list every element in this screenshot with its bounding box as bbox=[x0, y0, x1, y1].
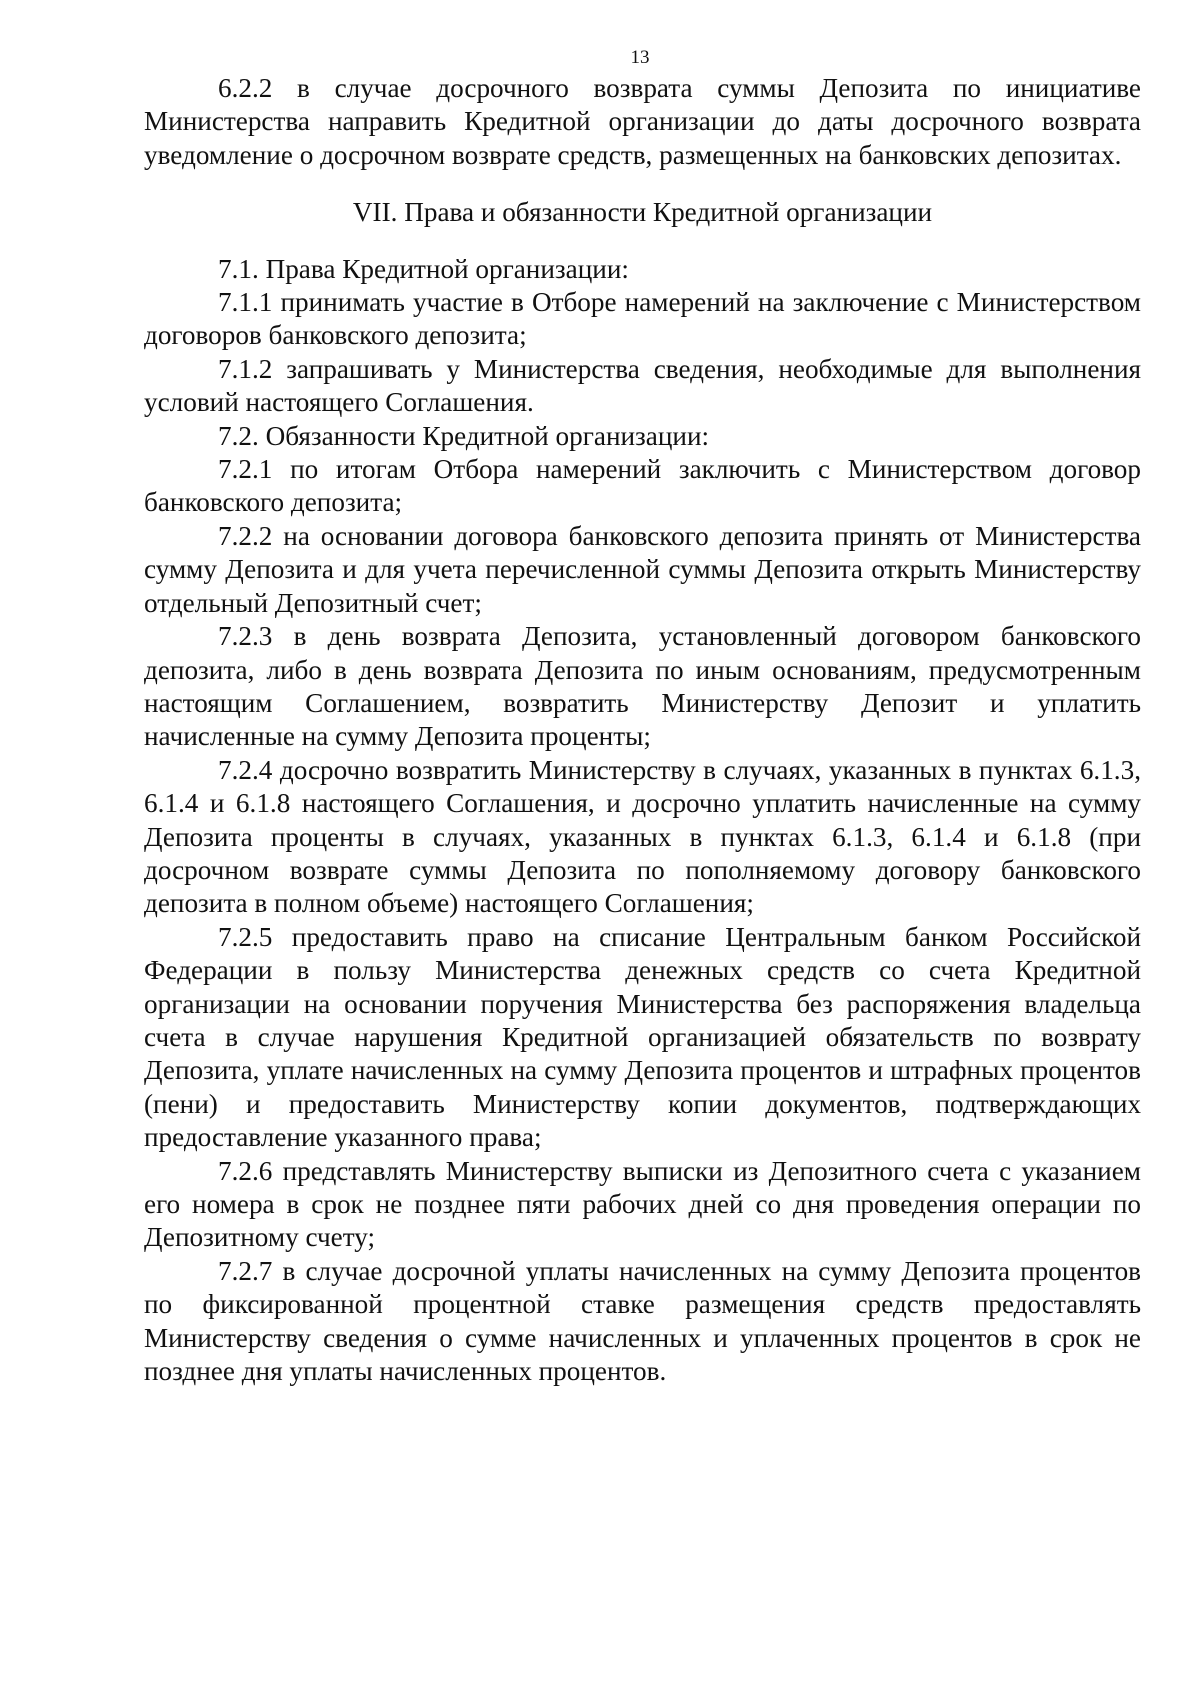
paragraph-6-2-2: 6.2.2 в случае досрочного возврата суммы Депозита по инициативе Министерства направить Кредитной организации до даты досрочного возврата уведомление о досрочном возврате средств, размещенных на банковских депозитах. bbox=[144, 73, 1141, 170]
paragraph-7-1-2: 7.1.2 запрашивать у Министерства сведения, необходимые для выполнения условий настоящего Соглашения. bbox=[144, 353, 1141, 418]
paragraph-7-2-2: 7.2.2 на основании договора банковского депозита принять от Министерства сумму Депозита и для учета перечисленной суммы Депозита открыть Министерству отдельный Депозитный счет; bbox=[144, 520, 1141, 618]
paragraph-7-1-1: 7.1.1 принимать участие в Отборе намерений на заключение с Министерством договоров банковского депозита; bbox=[144, 287, 1141, 351]
paragraph-7-2-5: 7.2.5 предоставить право на списание Центральным банком Российской Федерации в пользу Министерства денежных средств со счета Кредитной организации на основании поручения Министерства без распоряжения владельца счета в случае нарушения Кредитной организацией обязательств по возврату Депозита, уплате начисленных на сумму Депозита процентов и штрафных процентов (пени) и предоставить Министерству копии документов, подтверждающих предоставление указанного права; bbox=[144, 921, 1141, 1153]
paragraph-7-2-6: 7.2.6 представлять Министерству выписки из Депозитного счета с указанием его номера в срок не позднее пяти рабочих дней со дня проведения операции по Депозитному счету; bbox=[144, 1155, 1141, 1253]
paragraph-7-2-7: 7.2.7 в случае досрочной уплаты начисленных на сумму Депозита процентов по фиксированной процентной ставке размещения средств предоставлять Министерству сведения о сумме начисленных и уплаченных процентов в срок не позднее дня уплаты начисленных процентов. bbox=[144, 1255, 1141, 1387]
paragraph-7-1: 7.1. Права Кредитной организации: bbox=[218, 253, 629, 284]
paragraph-7-2-4: 7.2.4 досрочно возвратить Министерству в случаях, указанных в пунктах 6.1.3, 6.1.4 и 6.1.8 настоящего Соглашения, и досрочно уплатить начисленные на сумму Депозита проценты в случаях, указанных в пунктах 6.1.3, 6.1.4 и 6.1.8 (при досрочном возврате суммы Депозита по пополняемому договору банковского депозита в полном объеме) настоящего Соглашения; bbox=[144, 754, 1141, 919]
section-heading: VII. Права и обязанности Кредитной организации bbox=[352, 197, 933, 228]
paragraph-7-2: 7.2. Обязанности Кредитной организации: bbox=[218, 420, 710, 451]
page-number: 13 bbox=[630, 47, 650, 68]
paragraph-7-2-1: 7.2.1 по итогам Отбора намерений заключить с Министерством договор банковского депозита; bbox=[144, 454, 1141, 518]
document-body bbox=[144, 72, 1141, 1388]
paragraph-7-2-3: 7.2.3 в день возврата Депозита, установленный договором банковского депозита, либо в день возврата Депозита по иным основаниям, предусмотренным настоящим Соглашением, возвратить Министерству Депозит и уплатить начисленные на сумму Депозита проценты; bbox=[144, 621, 1141, 752]
